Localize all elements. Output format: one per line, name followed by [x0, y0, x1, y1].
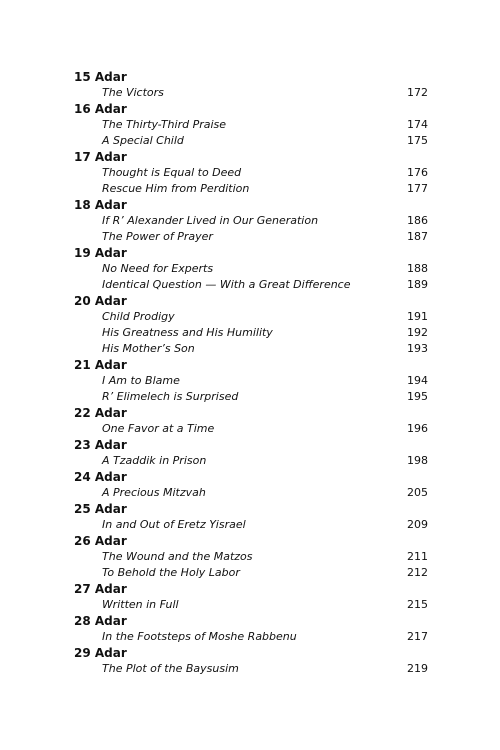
toc-section	[74, 501, 428, 533]
entry-page-number: 191	[407, 310, 428, 323]
entry-title: R’ Elimelech is Surprised	[102, 390, 239, 403]
toc-section	[74, 149, 428, 197]
entry-page-number: 177	[407, 182, 428, 195]
toc-entry	[74, 325, 428, 341]
toc-section	[74, 533, 428, 581]
toc-entry	[74, 389, 428, 405]
entry-title: One Favor at a Time	[102, 422, 215, 435]
section-heading: 17 Adar	[74, 150, 127, 164]
entry-title: If R’ Alexander Lived in Our Generation	[102, 214, 319, 227]
toc-entry	[74, 517, 428, 533]
entry-title: Thought is Equal to Deed	[102, 166, 242, 179]
toc-entry	[74, 165, 428, 181]
toc-section	[74, 437, 428, 469]
entry-title: To Behold the Holy Labor	[102, 566, 240, 579]
toc-entry	[74, 341, 428, 357]
section-heading: 29 Adar	[74, 646, 127, 660]
toc-entry	[74, 453, 428, 469]
entry-page-number: 175	[407, 134, 428, 147]
section-heading: 20 Adar	[74, 294, 127, 308]
toc-entry	[74, 421, 428, 437]
entry-page-number: 192	[407, 326, 428, 339]
toc-entry	[74, 661, 428, 677]
toc-entry	[74, 309, 428, 325]
entry-page-number: 198	[407, 454, 428, 467]
section-heading: 25 Adar	[74, 502, 127, 516]
entry-page-number: 209	[407, 518, 428, 531]
entry-title: A Tzaddik in Prison	[102, 454, 207, 467]
toc-entry	[74, 597, 428, 613]
entry-page-number: 176	[407, 166, 428, 179]
entry-title: In and Out of Eretz Yisrael	[102, 518, 246, 531]
entry-page-number: 217	[407, 630, 428, 643]
entry-title: The Thirty-Third Praise	[102, 118, 227, 131]
entry-page-number: 172	[407, 86, 428, 99]
entry-page-number: 219	[407, 662, 428, 675]
toc-entry	[74, 181, 428, 197]
entry-page-number: 205	[407, 486, 428, 499]
entry-title: A Precious Mitzvah	[102, 486, 206, 499]
section-heading: 22 Adar	[74, 406, 127, 420]
entry-page-number: 174	[407, 118, 428, 131]
toc-section	[74, 245, 428, 293]
entry-page-number: 212	[407, 566, 428, 579]
entry-page-number: 186	[407, 214, 428, 227]
entry-title: His Greatness and His Humility	[102, 326, 273, 339]
entry-page-number: 215	[407, 598, 428, 611]
entry-page-number: 196	[407, 422, 428, 435]
entry-title: The Wound and the Matzos	[102, 550, 253, 563]
toc-section	[74, 581, 428, 613]
section-heading: 24 Adar	[74, 470, 127, 484]
entry-title: Rescue Him from Perdition	[102, 182, 250, 195]
section-heading: 27 Adar	[74, 582, 127, 596]
entry-page-number: 195	[407, 390, 428, 403]
entry-title: In the Footsteps of Moshe Rabbenu	[102, 630, 297, 643]
toc-entry	[74, 117, 428, 133]
section-heading: 19 Adar	[74, 246, 127, 260]
entry-title: The Plot of the Baysusim	[102, 662, 239, 675]
toc-section	[74, 645, 428, 677]
toc-entry	[74, 85, 428, 101]
toc-section	[74, 613, 428, 645]
toc-entry	[74, 261, 428, 277]
toc-entry	[74, 629, 428, 645]
toc-entry	[74, 277, 428, 293]
entry-page-number: 187	[407, 230, 428, 243]
entry-title: A Special Child	[102, 134, 184, 147]
entry-title: His Mother’s Son	[102, 342, 195, 355]
entry-title: Child Prodigy	[102, 310, 175, 323]
toc-section	[74, 469, 428, 501]
toc-section	[74, 69, 428, 101]
toc-entry	[74, 213, 428, 229]
toc-entry	[74, 549, 428, 565]
section-heading: 26 Adar	[74, 534, 127, 548]
entry-page-number: 193	[407, 342, 428, 355]
toc-section	[74, 293, 428, 357]
section-heading: 15 Adar	[74, 70, 127, 84]
toc-entry	[74, 133, 428, 149]
entry-page-number: 189	[407, 278, 428, 291]
section-heading: 21 Adar	[74, 358, 127, 372]
toc-section	[74, 405, 428, 437]
section-heading: 23 Adar	[74, 438, 127, 452]
entry-page-number: 211	[407, 550, 428, 563]
entry-page-number: 188	[407, 262, 428, 275]
entry-title: I Am to Blame	[102, 374, 180, 387]
entry-title: The Power of Prayer	[102, 230, 213, 243]
toc-section	[74, 101, 428, 149]
toc-entry	[74, 485, 428, 501]
table-of-contents	[74, 69, 428, 677]
section-heading: 16 Adar	[74, 102, 127, 116]
toc-section	[74, 357, 428, 405]
toc-entry	[74, 565, 428, 581]
entry-page-number: 194	[407, 374, 428, 387]
toc-section	[74, 197, 428, 245]
toc-entry	[74, 229, 428, 245]
entry-title: No Need for Experts	[102, 262, 214, 275]
section-heading: 28 Adar	[74, 614, 127, 628]
toc-entry	[74, 373, 428, 389]
entry-title: Identical Question — With a Great Difference	[102, 278, 351, 291]
entry-title: Written in Full	[102, 598, 179, 611]
section-heading: 18 Adar	[74, 198, 127, 212]
entry-title: The Victors	[102, 86, 164, 99]
